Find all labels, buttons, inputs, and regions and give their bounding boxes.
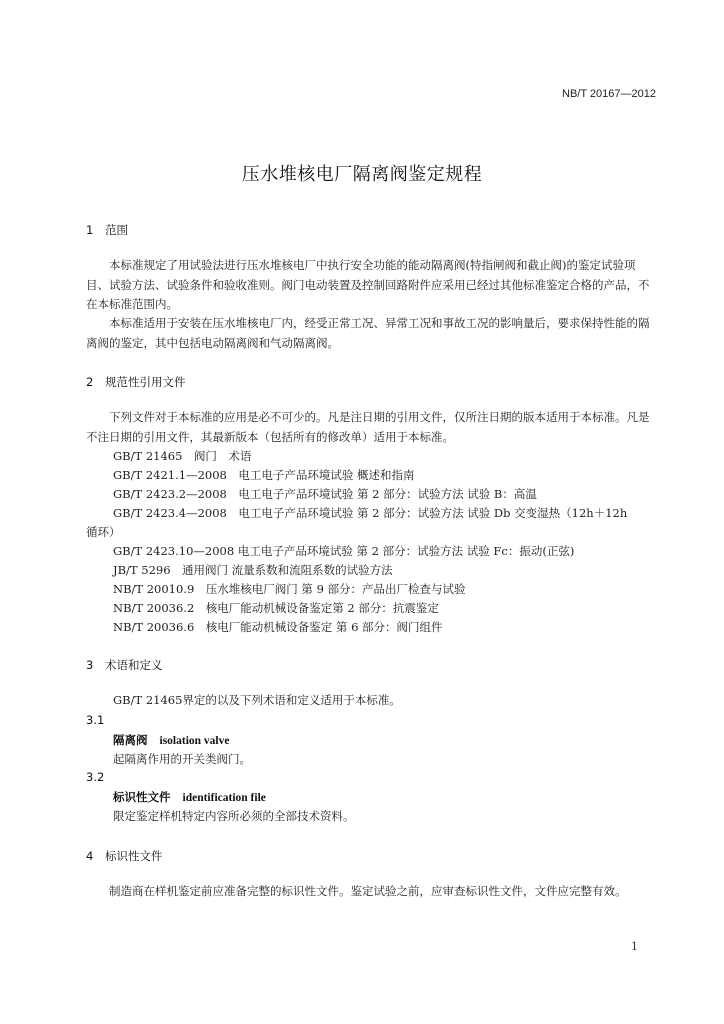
- section-3-heading: [86, 657, 163, 673]
- reference-item: GB/T 2423.10—2008 电工电子产品环境试验 第 2 部分：试验方法 试验 Fc：振动(正弦): [113, 544, 575, 558]
- term-chinese: 隔离阀: [113, 733, 148, 747]
- page-number: 1: [631, 940, 638, 953]
- reference-item: JB/T 5296 通用阀门 流量系数和流阻系数的试验方法: [113, 563, 393, 577]
- term-number: 3.2: [86, 770, 105, 784]
- reference-item: NB/T 20010.9 压水堆核电厂阀门 第 9 部分：产品出厂检查与试验: [113, 582, 466, 596]
- document-code: NB/T 20167—2012: [562, 88, 656, 100]
- section-title: 范围: [105, 223, 128, 237]
- section-2-intro: 下列文件对于本标准的应用是必不可少的。凡是注日期的引用文件，仅所注日期的版本适用于本标准。凡是不注日期的引用文件，其最新版本（包括所有的修改单）适用于本标准。: [86, 410, 650, 444]
- reference-item-continuation: 循环）: [86, 525, 121, 539]
- document-title: 压水堆核电厂隔离阀鉴定规程: [241, 164, 483, 185]
- section-1-heading: [86, 222, 128, 238]
- section-number: 1: [86, 223, 94, 237]
- term-english: identification file: [182, 792, 266, 804]
- section-1-paragraph-1: 本标准规定了用试验法进行压水堆核电厂中执行安全功能的能动隔离阀(特指闸阀和截止阀)的鉴定试验项目、试验方法、试验条件和验收准则。阀门电动装置及控制回路附件应采用已经过其他标准鉴定合格的产品，不在本标准范围内。: [86, 258, 650, 311]
- term-definition: 限定鉴定样机特定内容所必须的全部技术资料。: [113, 809, 355, 823]
- section-number: 3: [86, 658, 94, 672]
- section-2-heading: [86, 374, 186, 390]
- term-chinese: 标识性文件: [113, 790, 171, 804]
- section-4-heading: [86, 848, 163, 864]
- section-title: 标识性文件: [105, 849, 163, 863]
- section-1-paragraph-2: 本标准适用于安装在压水堆核电厂内，经受正常工况、异常工况和事故工况的影响量后，要求保持性能的隔离阀的鉴定，其中包括电动隔离阀和气动隔离阀。: [86, 316, 650, 350]
- term-heading: [113, 789, 266, 805]
- term-english: isolation valve: [159, 735, 230, 747]
- reference-item: GB/T 2423.2—2008 电工电子产品环境试验 第 2 部分：试验方法 试验 B：高温: [113, 487, 537, 501]
- term-definition: 起隔离作用的开关类阀门。: [113, 752, 251, 766]
- section-number: 4: [86, 849, 94, 863]
- reference-item: NB/T 20036.6 核电厂能动机械设备鉴定 第 6 部分：阀门组件: [113, 620, 443, 634]
- term-number: 3.1: [86, 713, 105, 727]
- term-heading: [113, 732, 229, 748]
- section-3-intro: GB/T 21465界定的以及下列术语和定义适用于本标准。: [113, 693, 401, 707]
- section-title: 术语和定义: [105, 658, 163, 672]
- reference-item: GB/T 21465 阀门 术语: [113, 449, 252, 463]
- section-number: 2: [86, 375, 94, 389]
- reference-item: GB/T 2421.1—2008 电工电子产品环境试验 概述和指南: [113, 468, 415, 482]
- section-4-paragraph-1: 制造商在样机鉴定前应准备完整的标识性文件。鉴定试验之前，应审查标识性文件，文件应完整有效。: [109, 884, 627, 898]
- reference-item: NB/T 20036.2 核电厂能动机械设备鉴定第 2 部分：抗震鉴定: [113, 601, 439, 615]
- reference-item: GB/T 2423.4—2008 电工电子产品环境试验 第 2 部分：试验方法 试验 Db 交变湿热（12h＋12h: [113, 506, 628, 520]
- section-title: 规范性引用文件: [105, 375, 186, 389]
